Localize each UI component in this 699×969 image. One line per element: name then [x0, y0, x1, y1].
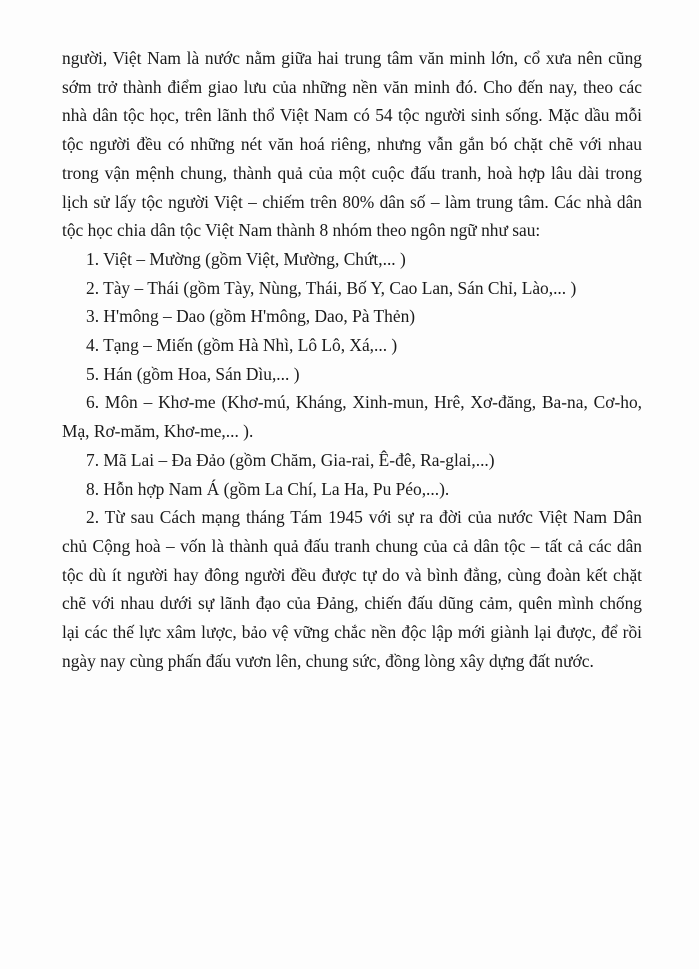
- closing-paragraph: 2. Từ sau Cách mạng tháng Tám 1945 với sự ra đời của nước Việt Nam Dân chủ Cộng hoà – vốn là thành quả đấu tranh chung của cả dân tộc – tất cả các dân tộc dù ít người hay đông người đều được tự do và bình đẳng, cùng đoàn kết chặt chẽ với nhau dưới sự lãnh đạo của Đảng, chiến đấu dũng cảm, quên mình chống lại các thế lực xâm lược, bảo vệ vững chắc nền độc lập mới giành lại được, để rồi ngày nay cùng phấn đấu vươn lên, chung sức, đồng lòng xây dựng đất nước.: [62, 507, 642, 671]
- list-item-5: 5. Hán (gồm Hoa, Sán Dìu,... ): [86, 363, 300, 384]
- list-item-4: 4. Tạng – Miến (gồm Hà Nhì, Lô Lô, Xá,... ): [86, 335, 398, 356]
- list-item-2: 2. Tày – Thái (gồm Tày, Nùng, Thái, Bố Y, Cao Lan, Sán Chỉ, Lào,... ): [86, 277, 577, 298]
- list-item-8: 8. Hỗn hợp Nam Á (gồm La Chí, La Ha, Pu Péo,...).: [86, 478, 450, 499]
- ethnic-group-list: [62, 245, 642, 503]
- list-item-6: 6. Môn – Khơ-me (Khơ-mú, Kháng, Xinh-mun, Hrê, Xơ-đăng, Ba-na, Cơ-ho, Mạ, Rơ-măm, Khơ-me,... ).: [62, 392, 642, 442]
- intro-paragraph: người, Việt Nam là nước nằm giữa hai trung tâm văn minh lớn, cổ xưa nên cũng sớm trở thành điểm giao lưu của những nền văn minh đó. Cho đến nay, theo các nhà dân tộc học, trên lãnh thổ Việt Nam có 54 tộc người sinh sống. Mặc dầu mỗi tộc người đều có những nét văn hoá riêng, nhưng vẫn gắn bó chặt chẽ với nhau trong vận mệnh chung, thành quả của một cuộc đấu tranh, hoà hợp lâu dài trong lịch sử lấy tộc người Việt – chiếm trên 80% dân số – làm trung tâm. Các nhà dân tộc học chia dân tộc Việt Nam thành 8 nhóm theo ngôn ngữ như sau:: [62, 48, 642, 241]
- list-item-7: 7. Mã Lai – Đa Đảo (gồm Chăm, Gia-rai, Ê-đê, Ra-glai,...): [86, 449, 495, 470]
- list-item-1: 1. Việt – Mường (gồm Việt, Mường, Chứt,... ): [86, 248, 406, 269]
- page-text: [62, 44, 642, 675]
- list-item-3: 3. H'mông – Dao (gồm H'mông, Dao, Pà Thẻn): [86, 306, 416, 327]
